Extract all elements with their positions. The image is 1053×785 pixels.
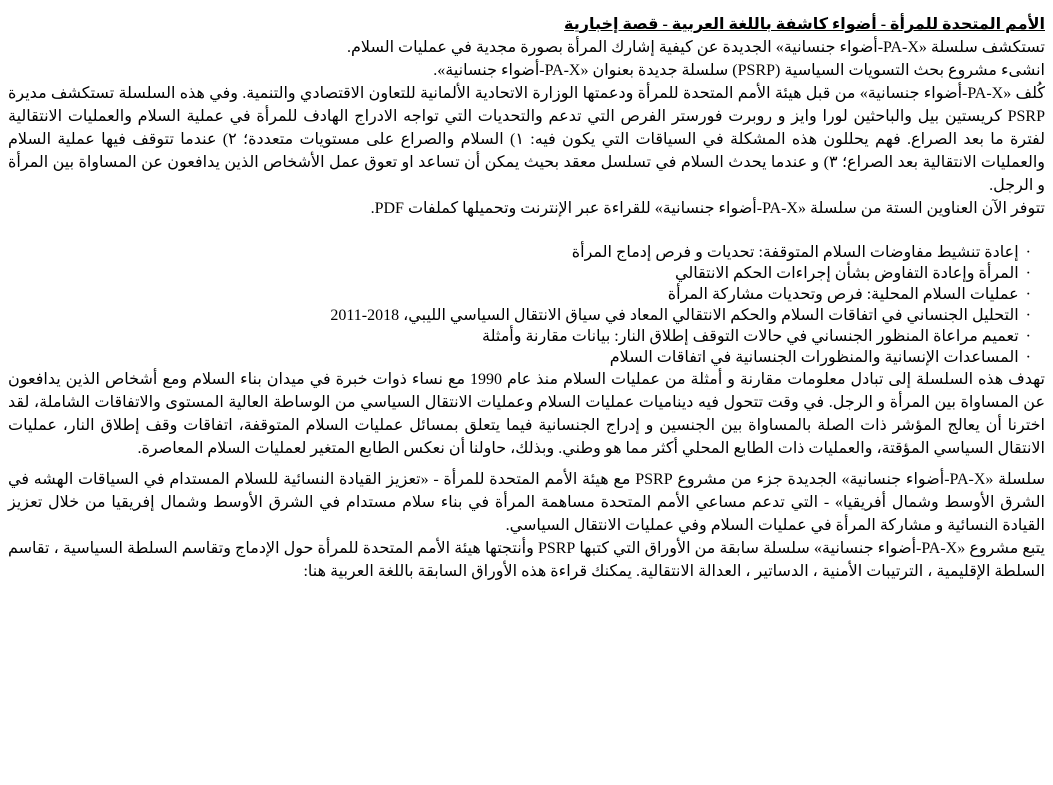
paragraph-announcement: انشىء مشروع بحث التسويات السياسية (PSRP) سلسلة جديدة بعنوان «PA-X-أضواء جنسانية». bbox=[433, 62, 1045, 79]
bullet-dot-icon bbox=[1019, 307, 1031, 324]
page-title: الأمم المتحدة للمرأة - أضواء كاشفة باللغة العربية - قصة إخبارية bbox=[564, 16, 1045, 33]
paragraph-commission: كُلف «PA-X-أضواء جنسانية» من قبل هيئة الأمم المتحدة للمرأة ودعمتها الوزارة الاتحادية الألمانية للتعاون الاقتصادي والتنمية. وفي هذه السلسلة تستكشف مديرة PSRP كريستين بيل والباحثين لورا وايز و روبرت فورستر الفرص التي تدعم والتحديات التي تواجه الادراج الهادف للمرأة في عملية السلام والعمليات الانتقالية لفترة ما بعد الصراع. فهم يحللون هذه المشكلة في السياقات التي يكون فيه: ١) السلام والصراع على مستويات متعددة؛ ٢) عندما تتوقف فيها عملية السلام والعمليات الانتقالية بعد الصراع؛ ٣) و عندما يحدث السلام في تسلسل معقد بحيث يمكن أن تساعد او تعوق عمل الأشخاص الذين يدافعون عن المساواة بين المرأة و الرجل. bbox=[8, 85, 1046, 194]
list-item bbox=[8, 305, 1031, 326]
list-item-text: تعميم مراعاة المنظور الجنساني في حالات التوقف إطلاق النار: بيانات مقارنة وأمثلة bbox=[482, 328, 1019, 345]
list-item-text: المساعدات الإنسانية والمنظورات الجنسانية في اتفاقات السلام bbox=[609, 349, 1019, 366]
list-item-text: إعادة تنشيط مفاوضات السلام المتوقفة: تحديات و فرص إدماج المرأة bbox=[571, 244, 1019, 261]
list-item bbox=[8, 284, 1031, 305]
paragraph-series-history: يتبع مشروع «PA-X-أضواء جنسانية» سلسلة سابقة من الأوراق التي كتبها PSRP وأنتجتها هيئة الأمم المتحدة للمرأة حول الإدماج وتقاسم السلطة السياسية ، تقاسم السلطة الإقليمية ، الترتيبات الأمنية ، الدساتير ، العدالة الانتقالية. يمكنك قراءة هذه الأوراق السابقة باللغة العربية هنا: bbox=[8, 540, 1046, 580]
paragraph-series-overview: سلسلة «PA-X-أضواء جنسانية» الجديدة جزء من مشروع PSRP مع هيئة الأمم المتحدة للمرأة - «تعزيز القيادة النسائية للسلام المستدام في السياقات الهشه في الشرق الأوسط وشمال أفريقيا» - التي تدعم مساعي الأمم المتحدة مساهمة المرأة في بناء سلام مستدام في الشرق الأوسط وشمال إفريقيا من خلال تعزيز القيادة النسائية و مشاركة المرأة في عمليات السلام وفي عمليات الانتقال السياسي. bbox=[8, 471, 1045, 534]
lede-paragraph: تستكشف سلسلة «PA-X-أضواء جنسانية» الجديدة عن كيفية إشارك المرأة بصورة مجدية في عمليات السلام. bbox=[346, 39, 1045, 56]
bullet-dot-icon bbox=[1019, 286, 1031, 303]
bullet-dot-icon bbox=[1019, 349, 1031, 366]
series-titles-list bbox=[8, 242, 1045, 368]
list-item-text: التحليل الجنساني في اتفاقات السلام والحكم الانتقالي المعاد في سياق الانتقال السياسي الليبي، 2018-2011 bbox=[330, 307, 1019, 324]
paragraph-aim: تهدف هذه السلسلة إلى تبادل معلومات مقارنة و أمثلة من عمليات السلام منذ عام 1990 مع نساء ذوات خبرة في ميدان بناء السلام ومع أشخاص الذين يدافعون عن المساواة بين المرأة و الرجل. في وقت تتحول فيه ديناميات عمليات السلام وعمليات الانتقال السياسي من الوساطة العالية المستوى والاتفاقات الشاملة، لقد اخترنا أن يعالج المؤشر ذات الصلة بالمساواة بين الجنسين و إدراج الجنسانية فيما يتعلق بمسائل عمليات السلام المتوقفة، اتفاقات وقف إطلاق النار، عمليات الانتقال السياسي المؤقتة، والعمليات ذات الطابع المحلي أكثر مما هو وطني. وبذلك، حاولنا أن نعكس الطابع المتغير لعمليات السلام المعاصرة. bbox=[8, 371, 1046, 457]
list-item-text: المرأة وإعادة التفاوض بشأن إجراءات الحكم الانتقالي bbox=[675, 265, 1019, 282]
paragraph-availability: تتوفر الآن العناوين الستة من سلسلة «PA-X-أضواء جنسانية» للقراءة عبر الإنترنت وتحميلها كملفات PDF. bbox=[370, 200, 1045, 217]
series-context-block bbox=[8, 468, 1045, 583]
bullet-dot-icon bbox=[1019, 328, 1031, 345]
list-item bbox=[8, 326, 1031, 347]
bullet-dot-icon bbox=[1019, 265, 1031, 282]
list-item bbox=[8, 347, 1031, 368]
list-item-text: عمليات السلام المحلية: فرص وتحديات مشاركة المرأة bbox=[667, 286, 1019, 303]
list-item bbox=[8, 242, 1031, 263]
bullet-dot-icon bbox=[1019, 244, 1031, 261]
list-item bbox=[8, 263, 1031, 284]
